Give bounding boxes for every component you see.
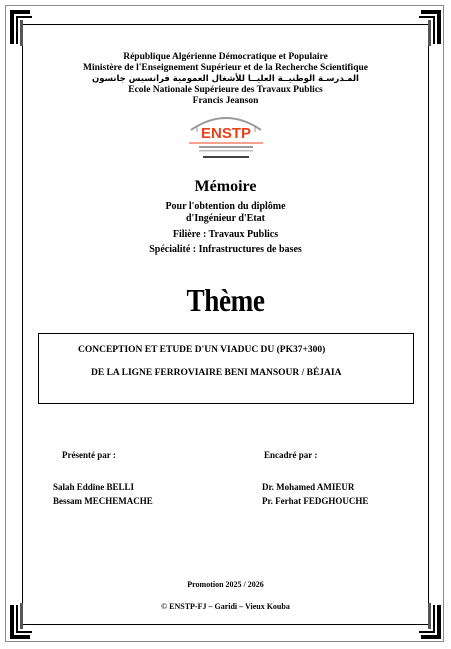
student-name-1: Salah Eddine BELLI: [53, 482, 135, 492]
filiere-line: Filière : Travaux Publics: [172, 229, 279, 240]
student-name-2: Bessam MECHEMACHE: [53, 496, 153, 506]
presented-by-label: Présenté par :: [62, 450, 116, 460]
theme-text-line2: DE LA LIGNE FERROVIAIRE BENI MANSOUR / BÉJAIA: [91, 368, 342, 378]
corner-ornament-top-right: [415, 8, 443, 48]
supervised-by-label: Encadré par :: [264, 450, 318, 460]
purpose-line: Pour l'obtention du diplôme: [165, 201, 286, 212]
logo-text: ENSTP: [200, 125, 252, 142]
degree-line: d'Ingénieur d'Etat: [186, 213, 265, 224]
ministry-line: Ministère de l'Enseignement Supérieur et de la Recherche Scientifique: [83, 63, 368, 73]
republic-line: République Algérienne Démocratique et Populaire: [123, 52, 328, 62]
supervisor-name-1: Dr. Mohamed AMIEUR: [262, 482, 355, 492]
school-name: Ecole Nationale Supérieure des Travaux Publics: [128, 85, 323, 95]
supervisor-name-2: Pr. Ferhat FEDGHOUCHE: [262, 496, 369, 506]
theme-text-line1: CONCEPTION ET ETUDE D'UN VIADUC DU (PK37+300): [78, 345, 326, 355]
enstp-bridge-logo-icon: [183, 108, 269, 160]
school-name-suffix: Francis Jeanson: [192, 96, 259, 106]
copyright-line: © ENSTP-FJ – Garidi – Vieux Kouba: [161, 602, 290, 611]
theme-heading: Thème: [186, 282, 265, 318]
corner-ornament-top-left: [8, 8, 36, 48]
institution-header: [40, 52, 411, 107]
document-type-title: Mémoire: [194, 178, 257, 195]
specialite-line: Spécialité : Infrastructures de bases: [149, 244, 302, 255]
school-name-arabic: المـدرسـة الوطنيــة العليــا للأشغال العمومية فرانسيس جانسون: [92, 74, 359, 84]
promotion-year: Promotion 2025 / 2026: [187, 580, 264, 589]
